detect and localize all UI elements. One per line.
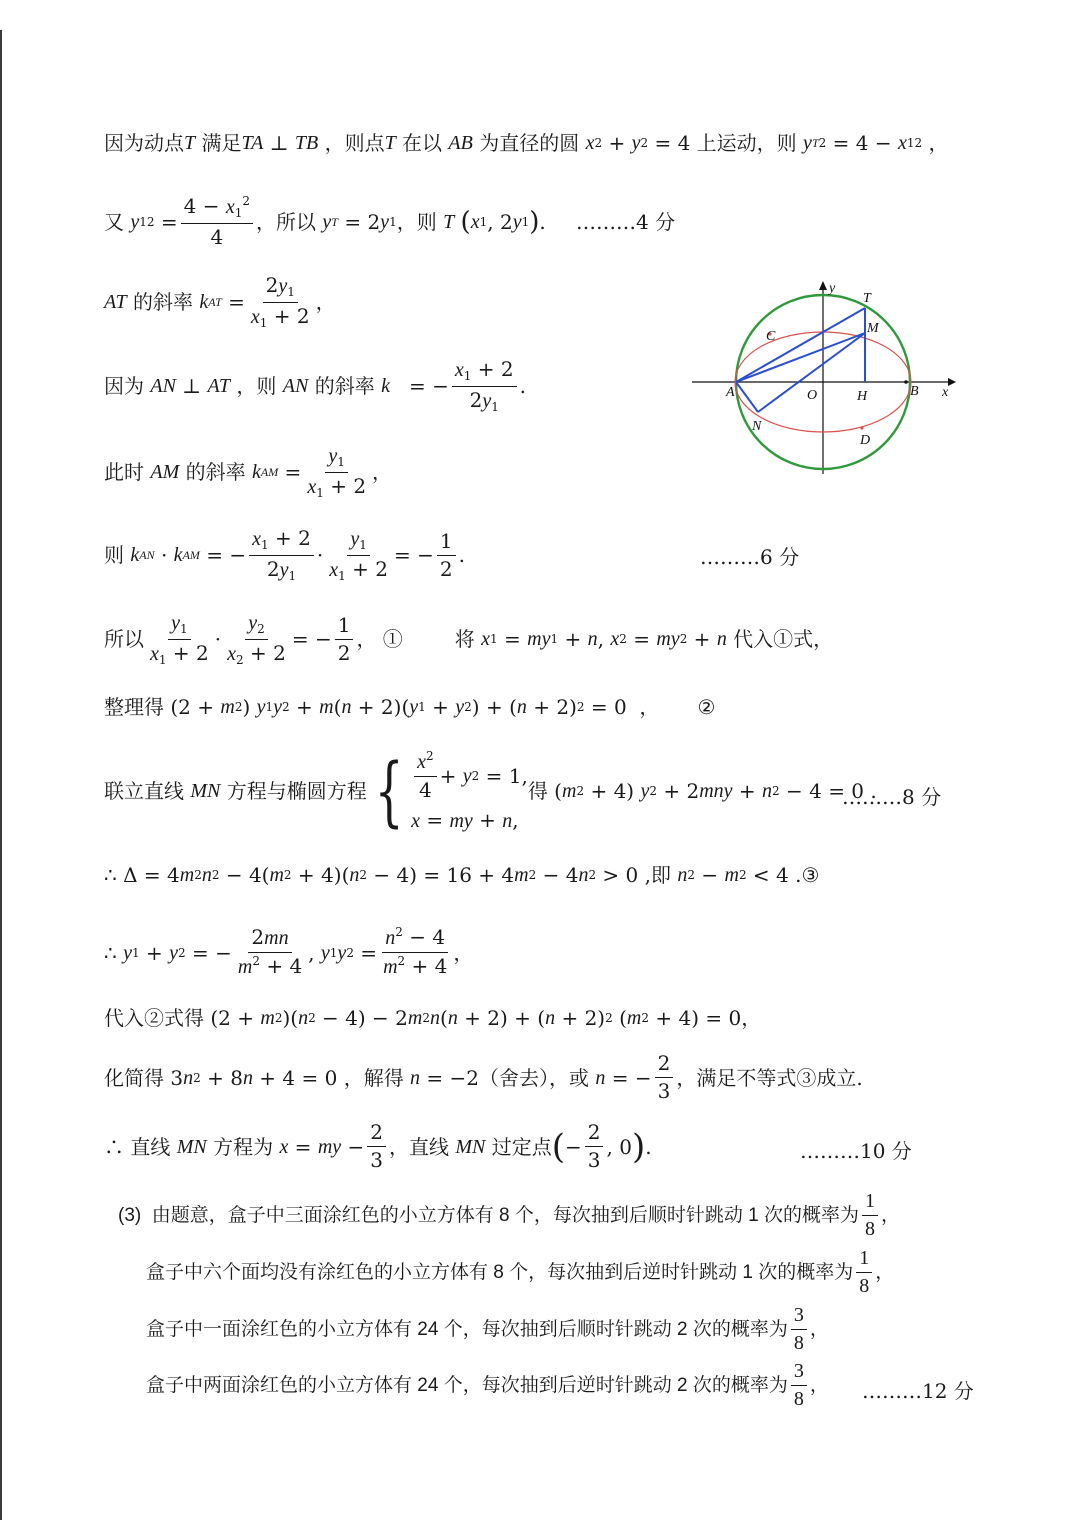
svg-text:T: T bbox=[863, 291, 871, 306]
fraction: $\frac{2mn}{m^2 + 4}$ bbox=[237, 925, 303, 978]
line-12: 代入②式得 (2 + m 2 )( n 2 − 4) − 2 m 2 n ( n + 2) + ( n + 2) 2 ( m 2 + 4) = 0， bbox=[104, 1006, 762, 1030]
fraction: $\frac{2}{3}$ bbox=[585, 1121, 604, 1172]
x-axis-arrow bbox=[948, 378, 956, 386]
part3-line-2: 盒子中六个面均没有涂红色的小立方体有 8 个，每次抽到后逆时针跳动 1 次的概率为 $\frac{1}{8}$ ， bbox=[146, 1247, 895, 1297]
fraction: $\frac{1}{8}$ bbox=[862, 1190, 878, 1241]
fraction: $\frac{2y_1}{x_1 + 2}$ bbox=[250, 273, 310, 330]
score-12: ………12 分 bbox=[862, 1379, 974, 1403]
page-left-edge bbox=[0, 30, 2, 1520]
ellipse-circle-diagram bbox=[690, 278, 960, 478]
svg-text:C: C bbox=[766, 329, 776, 344]
score-10: ………10 分 bbox=[800, 1139, 912, 1163]
line-6: 则 k AN · k AM = − $\frac{x_1 + 2}{2y_1}$ · $\frac{y_1}{x_1 + 2}$ = − $\frac{1}{2}$ . bbox=[104, 526, 465, 583]
svg-text:H: H bbox=[857, 389, 868, 404]
line-10: ∴ Δ = 4 m 2 n 2 − 4( m 2 + 4)( n 2 − 4) = 16 + 4 m 2 − 4 n 2 > 0 ,即 n 2 − m 2 < 4 .③ bbox=[104, 863, 820, 887]
fraction: $\frac{3}{8}$ bbox=[791, 1304, 807, 1355]
line-9: 联立直线 MN 方程与椭圆方程 { $\frac{x^2}{4}$ + y 2 = 1, x = my + n, 得 ( m 2 + 4) y 2 + 2 mny + n 2 − 4 = 0 . bbox=[104, 745, 877, 835]
fraction: $\frac{y_1}{x_1 + 2}$ bbox=[329, 528, 388, 583]
svg-text:A: A bbox=[726, 385, 735, 400]
point-D bbox=[860, 426, 863, 429]
fraction: $\frac{2}{3}$ bbox=[367, 1121, 386, 1172]
fraction: $\frac{3}{8}$ bbox=[791, 1360, 807, 1411]
part3-line-3: 盒子中一面涂红色的小立方体有 24 个，每次抽到后顺时针跳动 2 次的概率为 $\frac{3}{8}$ ， bbox=[146, 1304, 829, 1354]
svg-text:D: D bbox=[860, 433, 871, 448]
fraction: $\frac{x^2}{4}$ bbox=[414, 750, 437, 802]
fraction: $\frac{x_1 + 2}{2y_1}$ bbox=[452, 358, 517, 415]
fraction: $\frac{1}{2}$ bbox=[335, 614, 354, 665]
line-8: 整理得 (2 + m 2 ) y 1 y 2 + m ( n + 2)( y 1 + y 2 ) + ( n + 2) 2 = 0 ， ② bbox=[104, 695, 716, 719]
segment-AM bbox=[736, 333, 865, 382]
part3-line-4: 盒子中两面涂红色的小立方体有 24 个，每次抽到后逆时针跳动 2 次的概率为 $\frac{3}{8}$ ， bbox=[146, 1360, 829, 1410]
line-1: 因为动点 T 满足 TA ⊥ TB ，则点 T 在以 AB 为直径的圆 x 2 + y 2 = 4 上运动，则 y T 2 = 4 − x 1 2 ， bbox=[104, 131, 949, 155]
svg-text:x: x bbox=[942, 385, 949, 400]
fraction: $\frac{n^2 - 4}{m^2 + 4}$ bbox=[383, 925, 448, 978]
point-B bbox=[904, 380, 908, 384]
score-6: ………6 分 bbox=[700, 545, 800, 569]
fraction: $\frac{2}{3}$ bbox=[655, 1052, 674, 1103]
fraction: $\frac{4 - x_1^2}{4}$ bbox=[181, 195, 253, 249]
score-8: ………8 分 bbox=[842, 785, 942, 809]
part3-line-1: (3) 由题意，盒子中三面涂红色的小立方体有 8 个，每次抽到后顺时针跳动 1 次的概率为 $\frac{1}{8}$ ， bbox=[118, 1190, 901, 1240]
svg-text:B: B bbox=[910, 384, 919, 399]
line-7: 所以 $\frac{y_1}{x_1 + 2}$ · $\frac{y_2}{x_2 + 2}$ = − $\frac{1}{2}$ ， ① 将 x 1 = my 1 + n , x 2 = my 2 + n 代入①式， bbox=[104, 612, 834, 667]
fraction: $\frac{y_1}{x_1 + 2}$ bbox=[307, 445, 367, 500]
score-4: ………4 分 bbox=[576, 210, 676, 234]
fraction: $\frac{y_2}{x_2 + 2}$ bbox=[227, 612, 286, 667]
line-4: 因为 AN ⊥ AT ，则 AN 的斜率 k = − $\frac{x_1 + 2}{2y_1}$ . bbox=[104, 357, 526, 414]
segment-AT bbox=[736, 308, 865, 382]
line-3: AT 的斜率 k AT = $\frac{2y_1}{x_1 + 2}$ ， bbox=[104, 273, 336, 330]
line-13: 化简得 3 n 2 + 8 n + 4 = 0 ，解得 n = −2（舍去），或 n = − $\frac{2}{3}$ ，满足不等式③成立. bbox=[104, 1051, 863, 1103]
fraction: $\frac{y_1}{x_1 + 2}$ bbox=[150, 612, 209, 667]
line-1-text-a: 因为动点 bbox=[104, 131, 184, 155]
y-axis-arrow bbox=[819, 281, 827, 290]
svg-text:N: N bbox=[752, 419, 762, 434]
svg-text:O: O bbox=[807, 388, 818, 403]
line-5: 此时 AM 的斜率 k AM = $\frac{y_1}{x_1 + 2}$ ， bbox=[104, 445, 393, 500]
fraction: $\frac{1}{2}$ bbox=[437, 530, 456, 581]
line-2: 又 y 1 2 = $\frac{4 - x_1^2}{4}$ ，所以 y T = 2 y 1 ，则 T ( x 1 , 2 y 1 ) . bbox=[104, 194, 546, 249]
svg-text:M: M bbox=[867, 321, 879, 336]
line-11: ∴ y 1 + y 2 = − $\frac{2mn}{m^2 + 4}$ , y 1 y 2 = $\frac{n^2 - 4}{m^2 + 4}$ ， bbox=[104, 925, 474, 978]
fraction: $\frac{1}{8}$ bbox=[856, 1247, 872, 1298]
line-14: ∴ 直线 MN 方程为 x = my − $\frac{2}{3}$ ，直线 MN 过定点 ( − $\frac{2}{3}$ , 0 ) . bbox=[104, 1120, 652, 1172]
equation-system: { $\frac{x^2}{4}$ + y 2 = 1, x = my + n, bbox=[374, 745, 528, 835]
fraction: $\frac{x_1 + 2}{2y_1}$ bbox=[249, 527, 314, 584]
svg-text:y: y bbox=[829, 281, 836, 296]
